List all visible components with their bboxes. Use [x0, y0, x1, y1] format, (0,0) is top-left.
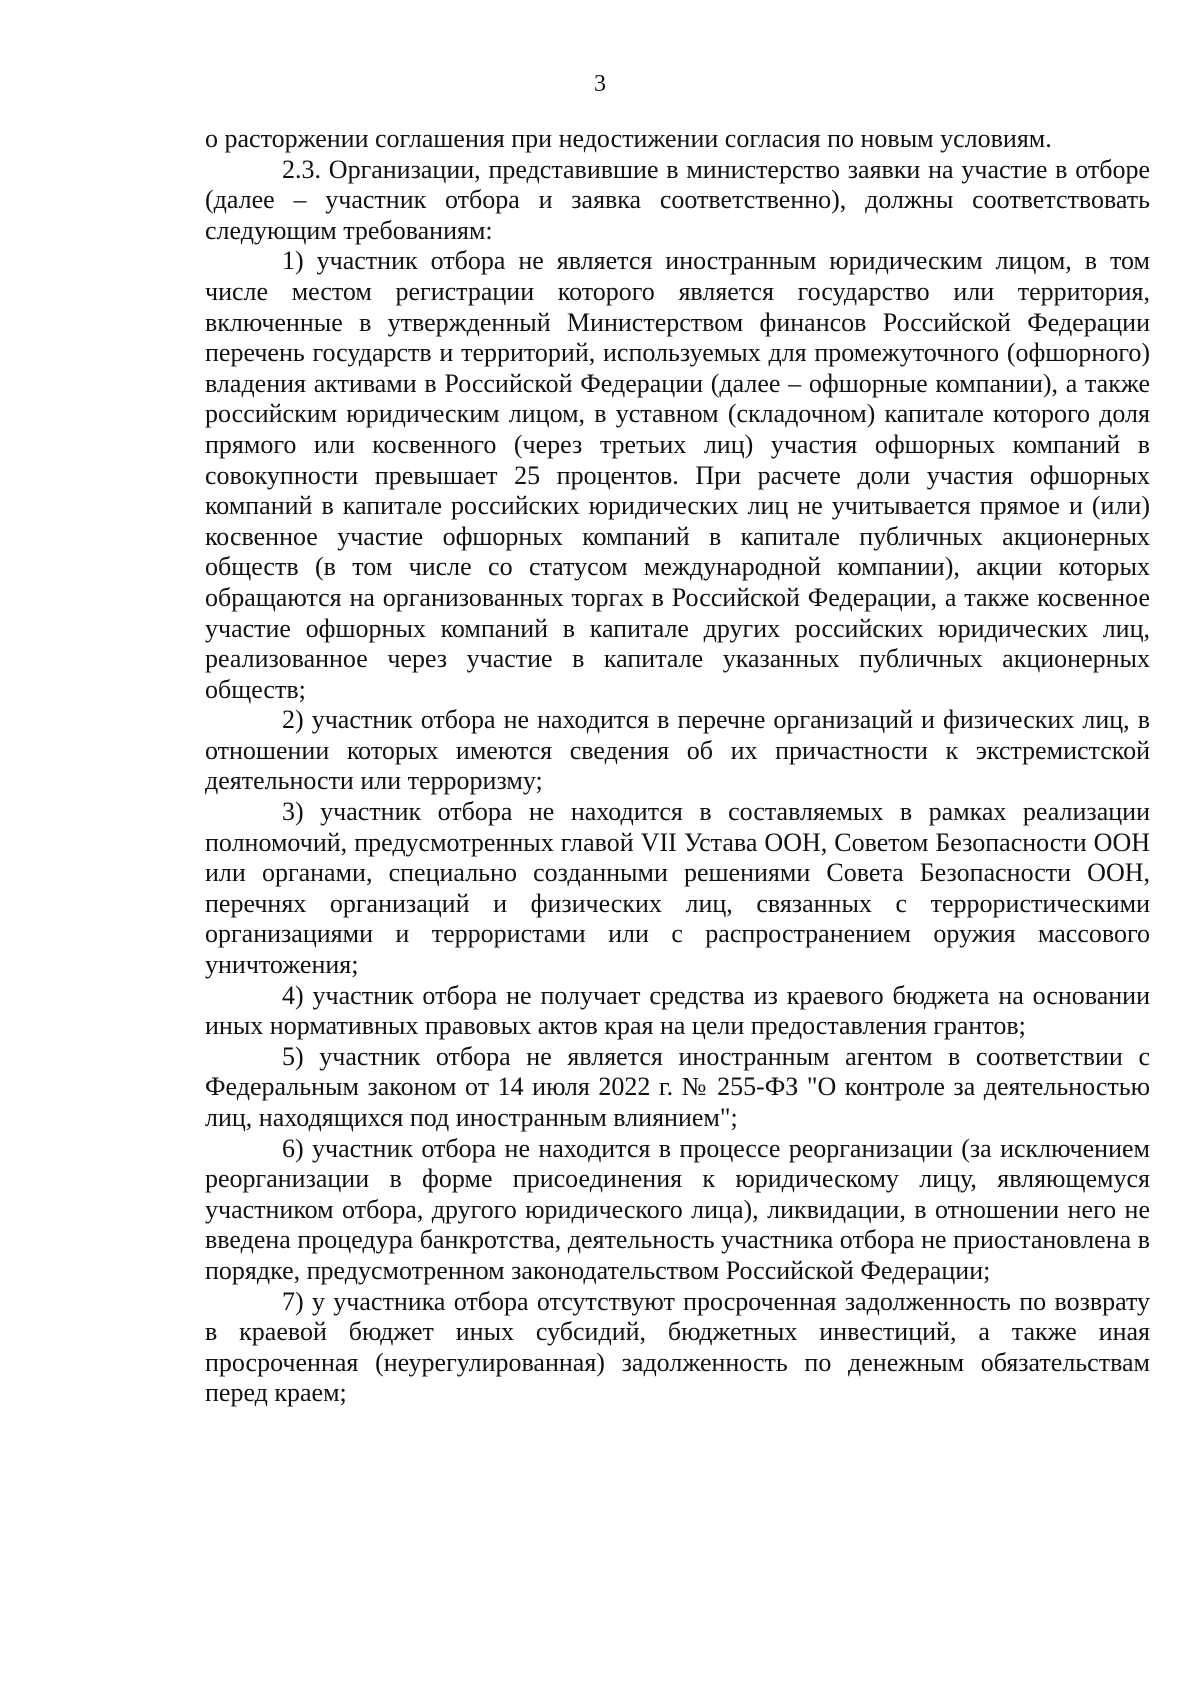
- document-body: [205, 124, 1150, 1409]
- paragraph-requirement-1: 1) участник отбора не является иностранным юридическим лицом, в том числе местом регистрации которого является государство или территория, включенные в утвержденный Министерством финансов Российской Федерации перечень государств и территорий, используемых для промежуточного (офшорного) владения активами в Российской Федерации (далее – офшорные компании), а также российским юридическим лицом, в уставном (складочном) капитале которого доля прямого или косвенного (через третьих лиц) участия офшорных компаний в совокупности превышает 25 процентов. При расчете доли участия офшорных компаний в капитале российских юридических лиц не учитывается прямое и (или) косвенное участие офшорных компаний в капитале публичных акционерных обществ (в том числе со статусом международной компании), акции которых обращаются на организованных торгах в Российской Федерации, а также косвенное участие офшорных компаний в капитале других российских юридических лиц, реализованное через участие в капитале указанных публичных акционерных обществ;: [205, 246, 1150, 704]
- paragraph-requirement-6: 6) участник отбора не находится в процессе реорганизации (за исключением реорганизации в форме присоединения к юридическому лицу, являющемуся участником отбора, другого юридического лица), ликвидации, в отношении него не введена процедура банкротства, деятельность участника отбора не приостановлена в порядке, предусмотренном законодательством Российской Федерации;: [205, 1133, 1150, 1285]
- paragraph-requirement-5: 5) участник отбора не является иностранным агентом в соответствии с Федеральным законом от 14 июля 2022 г. № 255-ФЗ "О контроле за деятельностью лиц, находящихся под иностранным влиянием";: [205, 1041, 1150, 1132]
- paragraph-requirement-3: 3) участник отбора не находится в составляемых в рамках реализации полномочий, предусмотренных главой VII Устава ООН, Советом Безопасности ООН или органами, специально созданными решениями Совета Безопасности ООН, перечнях организаций и физических лиц, связанных с террористическими организациями и террористами или с распространением оружия массового уничтожения;: [205, 797, 1150, 980]
- page-number: 3: [594, 71, 606, 97]
- paragraph-requirement-7: 7) у участника отбора отсутствуют просроченная задолженность по возврату в краевой бюджет иных субсидий, бюджетных инвестиций, а также иная просроченная (неурегулированная) задолженность по денежным обязательствам перед краем;: [205, 1286, 1150, 1408]
- paragraph-requirement-2: 2) участник отбора не находится в перечне организаций и физических лиц, в отношении которых имеются сведения об их причастности к экстремистской деятельности или терроризму;: [205, 705, 1150, 796]
- paragraph-section-2-3: 2.3. Организации, представившие в министерство заявки на участие в отборе (далее – участник отбора и заявка соответственно), должны соответствовать следующим требованиям:: [205, 154, 1150, 245]
- paragraph-continuation: о расторжении соглашения при недостижении согласия по новым условиям.: [205, 124, 1052, 153]
- paragraph-requirement-4: 4) участник отбора не получает средства из краевого бюджета на основании иных нормативных правовых актов края на цели предоставления грантов;: [205, 980, 1150, 1041]
